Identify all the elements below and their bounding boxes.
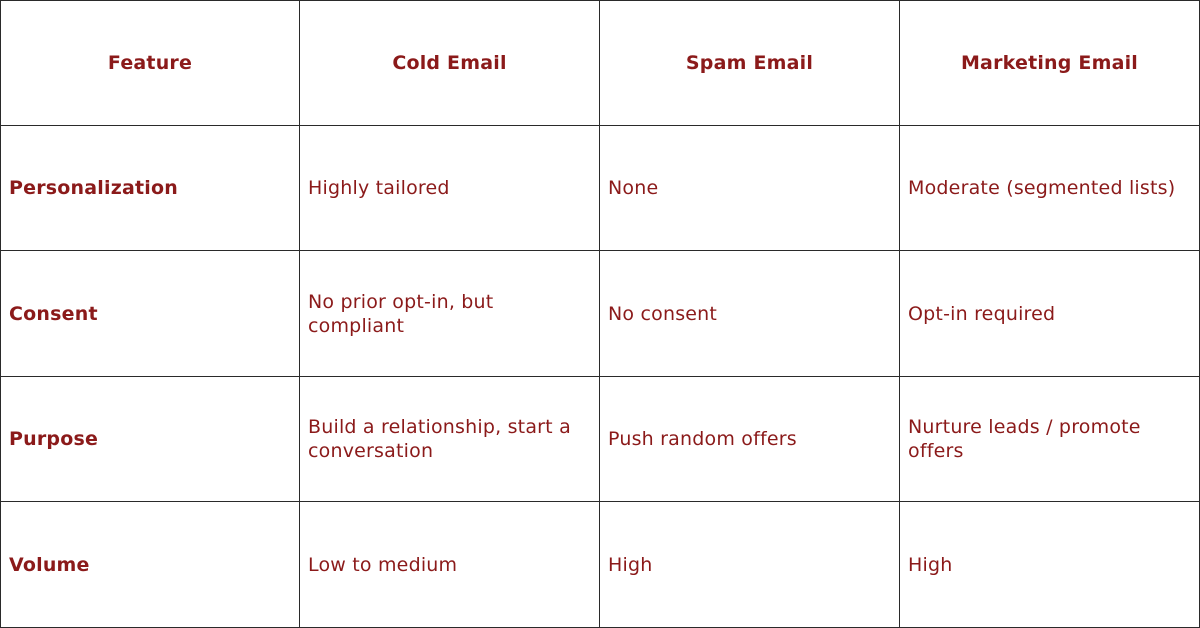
marketing-email-cell: Moderate (segmented lists) [900,126,1200,251]
feature-consent: Consent [0,251,300,377]
spam-email-cell: High [600,502,900,628]
spam-email-cell: None [600,126,900,251]
header-cold-email: Cold Email [300,0,600,126]
header-spam-email: Spam Email [600,0,900,126]
cold-email-cell: Highly tailored [300,126,600,251]
header-marketing-email: Marketing Email [900,0,1200,126]
marketing-email-cell: High [900,502,1200,628]
feature-personalization: Personalization [0,126,300,251]
feature-volume: Volume [0,502,300,628]
marketing-email-cell: Opt-in required [900,251,1200,377]
spam-email-cell: Push random offers [600,377,900,502]
cold-email-cell: No prior opt-in, but compliant [300,251,600,377]
cold-email-cell: Build a relationship, start a conversation [300,377,600,502]
spam-email-cell: No consent [600,251,900,377]
cold-email-cell: Low to medium [300,502,600,628]
marketing-email-cell: Nurture leads / promote offers [900,377,1200,502]
header-feature: Feature [0,0,300,126]
feature-purpose: Purpose [0,377,300,502]
